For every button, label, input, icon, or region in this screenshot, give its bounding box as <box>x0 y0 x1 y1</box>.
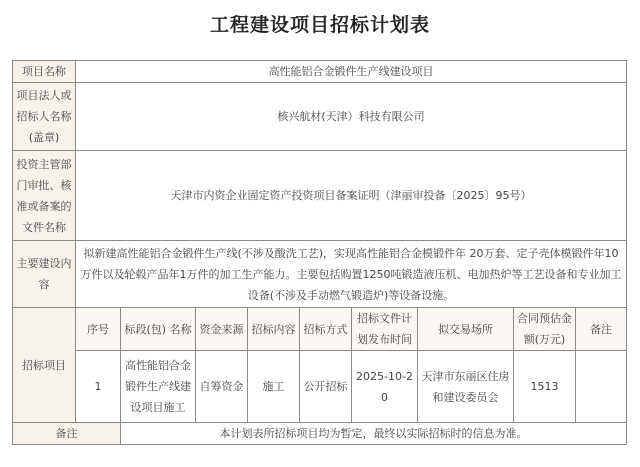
owner-label: 项目法人或招标人名称(盖章) <box>13 83 76 151</box>
cell-amount: 1513 <box>514 351 576 423</box>
cell-venue: 天津市东丽区住房和建设委员会 <box>418 351 514 423</box>
header-fund-source: 资金来源 <box>196 308 248 351</box>
owner-row <box>13 83 627 151</box>
header-remark: 备注 <box>576 308 627 351</box>
header-venue: 拟交易场所 <box>418 308 514 351</box>
document-title: 工程建设项目招标计划表 <box>209 14 430 36</box>
footer-remark-row <box>13 423 627 445</box>
approval-value: 天津市内资企业固定资产投资项目备案证明（津丽审投备〔2025〕95号） <box>76 151 627 241</box>
approval-label: 投资主管部门审批、核准或备案的文件名称 <box>13 151 76 241</box>
header-section-name: 标段(包) 名称 <box>121 308 196 351</box>
cell-method: 公开招标 <box>300 351 352 423</box>
footer-remark-value: 本计划表所招标项目均为暂定，最终以实际招标时的信息为准。 <box>121 423 627 445</box>
cell-remark <box>576 351 627 423</box>
footer-remark-label: 备注 <box>13 423 121 445</box>
project-name-label: 项目名称 <box>13 61 76 83</box>
bidding-section-label: 招标项目 <box>13 308 76 423</box>
header-method: 招标方式 <box>300 308 352 351</box>
header-publish-date: 招标文件计划发布时间 <box>352 308 418 351</box>
cell-section-name: 高性能铝合金锻件生产线建设项目施工 <box>121 351 196 423</box>
scope-label: 主要建设内容 <box>13 241 76 308</box>
project-name-value: 高性能铝合金锻件生产线建设项目 <box>76 61 627 83</box>
cell-fund-source: 自筹资金 <box>196 351 248 423</box>
bidding-header-row <box>13 308 627 351</box>
scope-value: 拟新建高性能铝合金锻件生产线(不涉及酸洗工艺)，实现高性能铝合金模锻件年 20万套、定子壳体模锻件年10万件以及轮毂产品年1万件的加工生产能力。主要包括购置1250吨锻造液压机、电加热炉等工艺设备和专业加工设备(不涉及手动燃气锻造炉)等设备设施。 <box>76 241 627 308</box>
header-content: 招标内容 <box>248 308 300 351</box>
approval-row <box>13 151 627 241</box>
plan-table <box>12 60 627 445</box>
owner-value: 核兴航材(天津）科技有限公司 <box>76 83 627 151</box>
header-amount: 合同预估金额(万元) <box>514 308 576 351</box>
scope-row <box>13 241 627 308</box>
cell-seq: 1 <box>76 351 121 423</box>
project-name-row <box>13 61 627 83</box>
table-row <box>13 351 627 423</box>
cell-publish-date: 2025-10-20 <box>352 351 418 423</box>
cell-content: 施工 <box>248 351 300 423</box>
header-seq: 序号 <box>76 308 121 351</box>
